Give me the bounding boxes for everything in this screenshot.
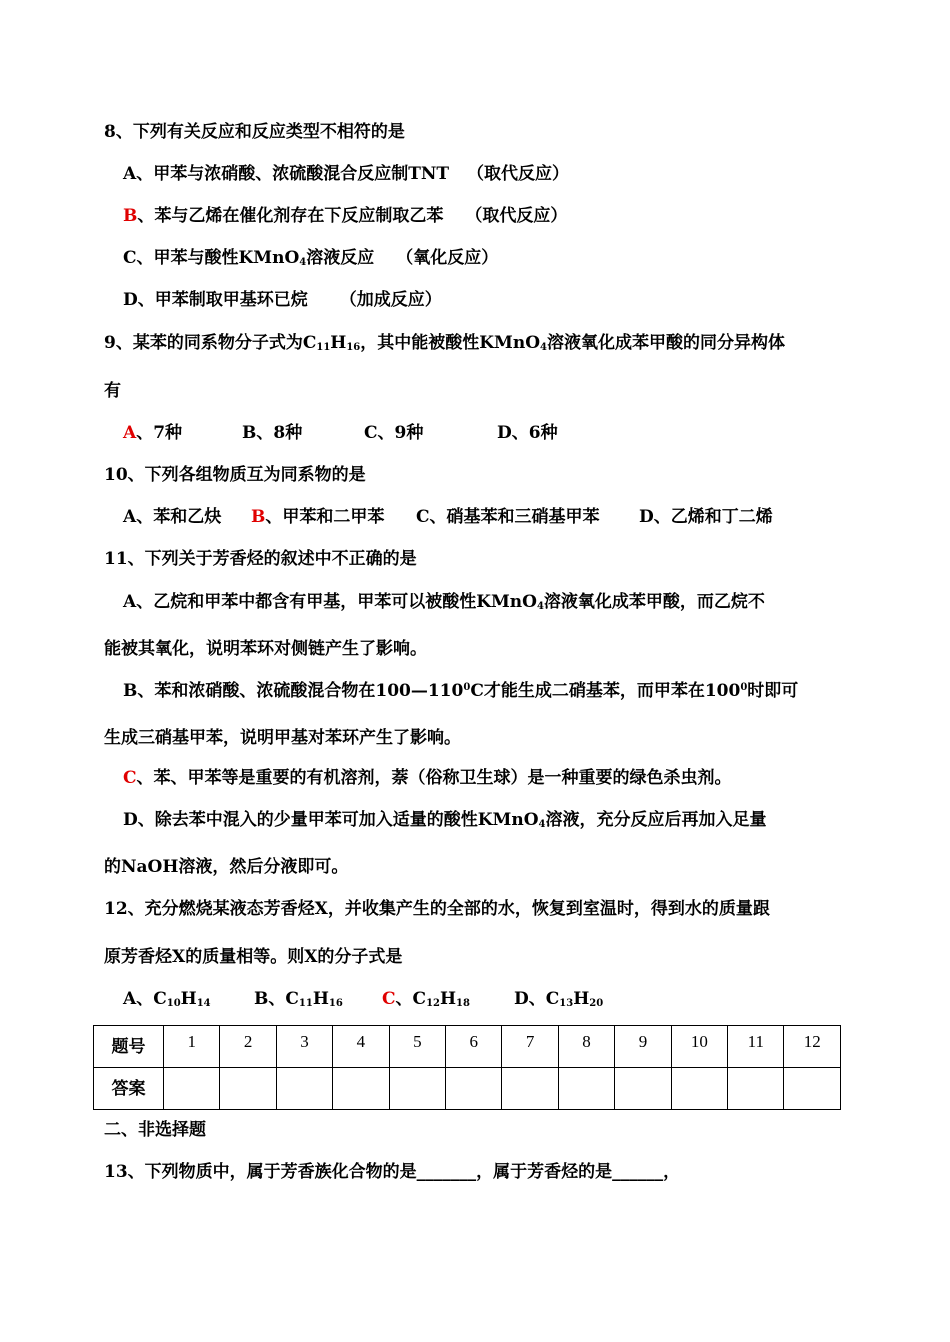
q11-option-d: D、除去苯中混入的少量甲苯可加入适量的酸性KMnO$_4$溶液，充分反应后再加入足量 — [123, 810, 767, 830]
q12-stem-line2: 原芳香烃X的质量相等。则X的分子式是 — [104, 947, 403, 967]
q8-stem: 8、下列有关反应和反应类型不相符的是 — [104, 122, 405, 142]
answer-blank[interactable]: _______ — [416, 1162, 477, 1182]
answer-cell[interactable] — [276, 1068, 332, 1110]
q13-stem: 13、下列物质中，属于芳香族化合物的是_______，属于芳香烃的是______， — [104, 1162, 681, 1182]
answer-cell[interactable] — [389, 1068, 445, 1110]
correct-answer-marker: B — [123, 206, 138, 226]
question-number-cell: 8 — [558, 1026, 614, 1068]
question-number-cell: 12 — [784, 1026, 841, 1068]
q11-option-b-line2: 生成三硝基甲苯，说明甲基对苯环产生了影响。 — [104, 728, 461, 748]
answer-cell[interactable] — [446, 1068, 502, 1110]
q11-option-a-line2: 能被其氧化，说明苯环对侧链产生了影响。 — [104, 639, 427, 659]
answer-table-answer-row — [94, 1068, 841, 1110]
q11-option-d-line2: 的NaOH溶液，然后分液即可。 — [104, 857, 349, 877]
question-number-cell: 7 — [502, 1026, 558, 1068]
question-number-cell: 6 — [446, 1026, 502, 1068]
q8-option-b: B、苯与乙烯在催化剂存在下反应制取乙苯 （取代反应） — [123, 206, 568, 226]
question-number-label: 题号 — [94, 1026, 164, 1068]
answer-cell[interactable] — [502, 1068, 558, 1110]
q8-option-d: D、甲苯制取甲基环已烷 （加成反应） — [123, 290, 442, 310]
q9-stem: 9、某苯的同系物分子式为$C_{11}H_{16}$，其中能被酸性KMnO$_4$溶液氧化成苯甲酸的同分异构体 — [104, 333, 785, 353]
question-number-cell: 3 — [276, 1026, 332, 1068]
q11-option-a: A、乙烷和甲苯中都含有甲基，甲苯可以被酸性KMnO$_4$溶液氧化成苯甲酸，而乙烷不 — [123, 592, 765, 612]
answer-cell[interactable] — [784, 1068, 841, 1110]
q11-stem: 11、下列关于芳香烃的叙述中不正确的是 — [104, 549, 417, 569]
q12-stem: 12、充分燃烧某液态芳香烃X，并收集产生的全部的水，恢复到室温时，得到水的质量跟 — [104, 899, 770, 919]
answer-cell[interactable] — [558, 1068, 614, 1110]
answer-cell[interactable] — [220, 1068, 276, 1110]
answer-cell[interactable] — [164, 1068, 220, 1110]
correct-answer-marker: C — [123, 768, 137, 788]
answer-blank[interactable]: ______ — [612, 1162, 664, 1182]
q8-option-c: C、甲苯与酸性KMnO$_4$溶液反应 （氧化反应） — [123, 248, 499, 268]
q10-stem: 10、下列各组物质互为同系物的是 — [104, 465, 366, 485]
correct-answer-marker: A — [123, 423, 137, 443]
question-number-cell: 2 — [220, 1026, 276, 1068]
q11-option-b: B、苯和浓硝酸、浓硫酸混合物在$100—110^0C$才能生成二硝基苯，而甲苯在$100^0$时即可 — [123, 681, 799, 701]
q8-option-a: A、甲苯与浓硝酸、浓硫酸混合反应制TNT （取代反应） — [123, 164, 570, 184]
answer-cell[interactable] — [615, 1068, 671, 1110]
answer-cell[interactable] — [671, 1068, 727, 1110]
question-number-cell: 1 — [164, 1026, 220, 1068]
answer-table-header-row — [94, 1026, 841, 1068]
question-number-cell: 5 — [389, 1026, 445, 1068]
answer-cell[interactable] — [333, 1068, 389, 1110]
question-number-cell: 9 — [615, 1026, 671, 1068]
q9-stem-line2: 有 — [104, 381, 121, 401]
question-number-cell: 10 — [671, 1026, 727, 1068]
answer-table — [93, 1025, 841, 1110]
section-heading: 二、非选择题 — [104, 1120, 206, 1140]
correct-answer-marker: C — [382, 989, 396, 1009]
answer-cell[interactable] — [728, 1068, 784, 1110]
q11-option-c: C、苯、甲苯等是重要的有机溶剂，萘（俗称卫生球）是一种重要的绿色杀虫剂。 — [123, 768, 732, 788]
correct-answer-marker: B — [251, 507, 266, 527]
question-number-cell: 11 — [728, 1026, 784, 1068]
answer-label: 答案 — [94, 1068, 164, 1110]
question-number-cell: 4 — [333, 1026, 389, 1068]
